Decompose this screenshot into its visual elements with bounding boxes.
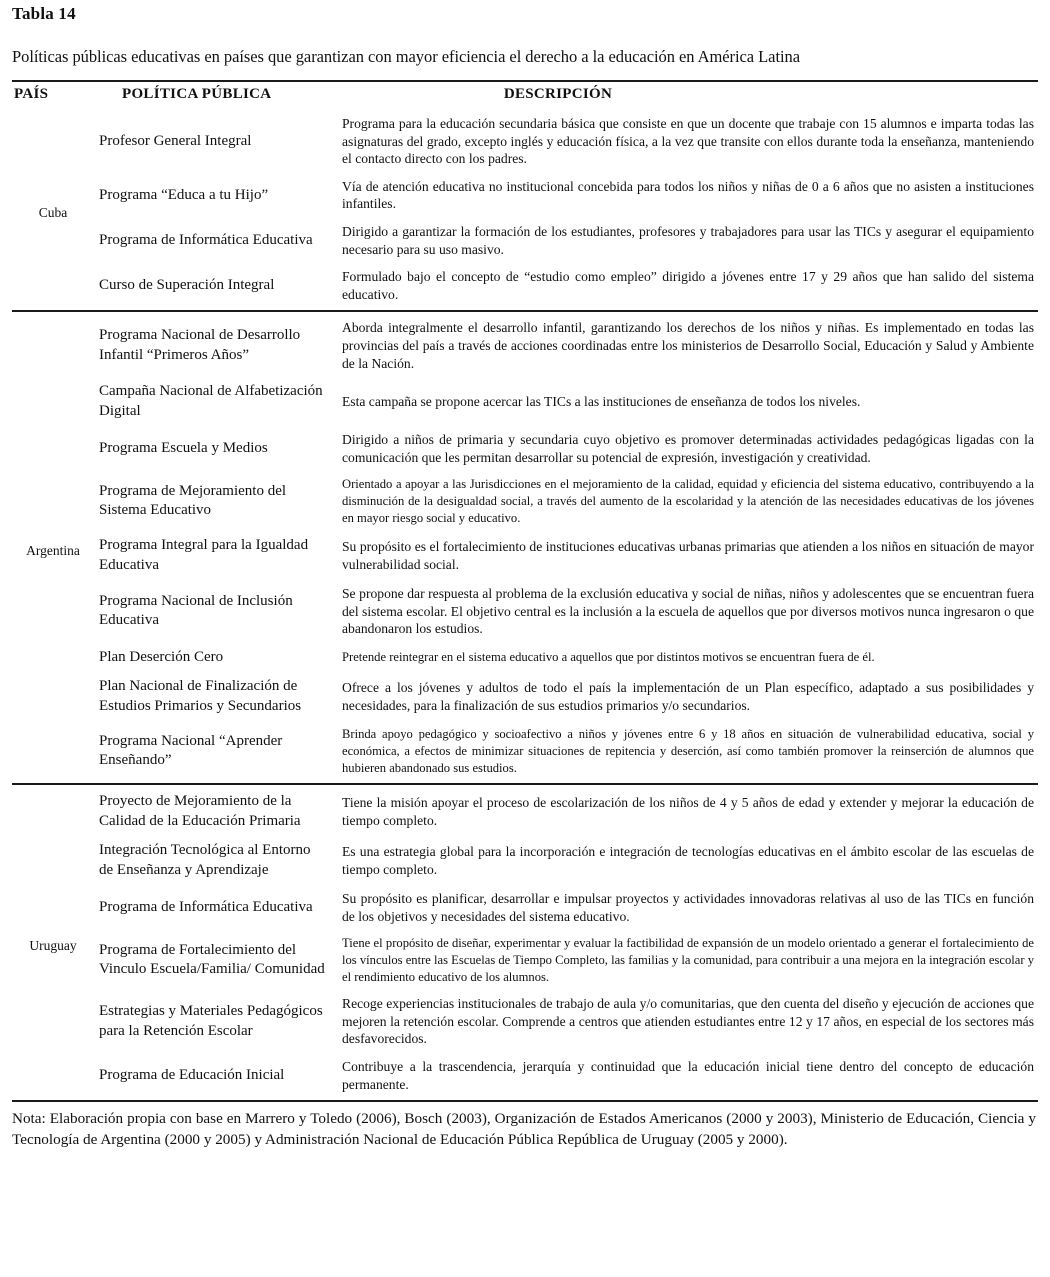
policy-name-cell: Plan Nacional de Finalización de Estudios Primarios y Secundarios xyxy=(99,678,302,714)
policy-description-cell: Esta campaña se propone acercar las TICs a las instituciones de enseñanza de todos los niveles. xyxy=(342,393,861,409)
table-row xyxy=(12,218,1038,263)
policy-description-cell: Aborda integralmente el desarrollo infantil, garantizando los derechos de los niños y niñas. Es implementado en todas las provincias del país a través de acciones coordinadas entre los ministerios de Desarrollo Social, Educación y Salud y Ambiente de la Nación. xyxy=(342,320,1034,371)
country-cell xyxy=(12,108,94,310)
table-number: Tabla 14 xyxy=(12,4,76,23)
column-header-policy: POLÍTICA PÚBLICA xyxy=(122,86,272,102)
policy-description-cell: Programa para la educación secundaria básica que consiste en que un docente que trabaje con 15 alumnos e imparta todas las asignaturas del grado, excepto inglés y educación física, a la vez que transite con ellos durante toda la enseñanza, manteniendo el contacto directo con los padres. xyxy=(342,116,1034,167)
country-label: Cuba xyxy=(38,204,68,220)
table-row xyxy=(12,173,1038,218)
table-row xyxy=(12,885,1038,930)
policy-description-cell: Orientado a apoyar a las Jurisdicciones en el mejoramiento de la calidad, equidad y eficiencia del sistema educativo, contribuyendo a la disminución de la desigualdad social, a través del aumento de la escolaridad y la atención de las necesidades educativas de los jóvenes en mayor riesgo social y educativo. xyxy=(342,477,1034,525)
policy-name-cell: Proyecto de Mejoramiento de la Calidad de la Educación Primaria xyxy=(99,793,301,829)
table-row xyxy=(12,785,1038,836)
table-row xyxy=(12,580,1038,643)
policy-name-cell: Programa Nacional de Inclusión Educativa xyxy=(99,592,293,629)
table-row xyxy=(12,377,1038,426)
table-row xyxy=(12,643,1038,673)
table-row xyxy=(12,108,1038,173)
policy-name-cell: Profesor General Integral xyxy=(99,132,252,149)
policy-name-cell: Programa de Fortalecimiento del Vinculo Escuela/Familia/ Comunidad xyxy=(99,941,325,978)
country-cell xyxy=(12,785,94,1100)
table-note: Nota: Elaboración propia con base en Marrero y Toledo (2006), Bosch (2003), Organización de Estados Americanos (2000 y 2003), Ministerio de Educación, Ciencia y Tecnología de Argentina (2000 y 2005) y Administración Nacional de Educación Pública República de Uruguay (2005 y 2000). xyxy=(12,1110,1036,1148)
table-row xyxy=(12,721,1038,783)
policy-name-cell: Programa “Educa a tu Hijo” xyxy=(99,186,269,203)
policy-description-cell: Se propone dar respuesta al problema de la exclusión educativa y social de niñas, niños y adolescentes que se encuentran fuera del sistema escolar. El objetivo central es la inclusión a la escuela de aquellos que por diversos motivos nunca ingresaron o que abandonaron los estudios. xyxy=(342,586,1034,637)
table-row xyxy=(12,426,1038,471)
table-row xyxy=(12,672,1038,721)
policy-description-cell: Recoge experiencias institucionales de trabajo de aula y/o comunitarias, que den cuenta del diseño y ejecución de acciones que mejoren la retención escolar. Comprende a centros que atienden estudiantes entre 12 y 17 años, en especial de los sectores más desfavorecidos. xyxy=(342,996,1034,1047)
policy-description-cell: Tiene el propósito de diseñar, experimentar y evaluar la factibilidad de expansión de un modelo orientado a generar el fortalecimiento de los vínculos entre las Escuelas de Tiempo Completo, las familias y la comunidad, para contribuir a una mejora en la integración escolar y el rendimiento educativo de los alumnos. xyxy=(342,936,1034,984)
policy-name-cell: Plan Deserción Cero xyxy=(99,648,224,665)
policy-description-cell: Su propósito es planificar, desarrollar e impulsar proyectos y actividades innovadoras relativas al uso de las TICs en función de los objetivos y necesidades del sistema educativo. xyxy=(342,891,1034,924)
policy-description-cell: Brinda apoyo pedagógico y socioafectivo a niños y jóvenes entre 6 y 18 años en situación de vulnerabilidad educativa, social y económica, a efectos de minimizar situaciones de repitencia y deserción, así como también promover la reinserción de alumnos que hubieren abandonado sus estudios. xyxy=(342,727,1034,775)
column-header-description: DESCRIPCIÓN xyxy=(503,86,613,102)
table-header-row xyxy=(12,82,1038,108)
policy-name-cell: Programa Integral para la Igualdad Educativa xyxy=(99,537,309,573)
policy-description-cell: Pretende reintegrar en el sistema educativo a aquellos que por distintos motivos se encuentran fuera de él. xyxy=(342,650,875,665)
table-row xyxy=(12,312,1038,377)
column-header-country: PAÍS xyxy=(14,86,49,102)
country-cell xyxy=(12,312,94,783)
policy-name-cell: Programa Nacional de Desarrollo Infantil “Primeros Años” xyxy=(99,327,301,363)
policy-name-cell: Programa de Informática Educativa xyxy=(99,231,313,248)
policy-description-cell: Dirigido a niños de primaria y secundaria cuyo objetivo es promover determinadas actividades pedagógicas ligadas con la comunicación que les permitan desarrollar su potencial de expresión, investigación y creatividad. xyxy=(342,432,1034,465)
policy-name-cell: Programa de Educación Inicial xyxy=(99,1066,285,1083)
policy-description-cell: Formulado bajo el concepto de “estudio como empleo” dirigido a jóvenes entre 17 y 29 años que han salido del sistema educativo. xyxy=(342,269,1034,302)
policy-name-cell: Curso de Superación Integral xyxy=(99,277,275,293)
policy-description-cell: Contribuye a la trascendencia, jerarquía y continuidad que la educación inicial tiene dentro del concepto de educación permanente. xyxy=(342,1058,1034,1092)
policy-name-cell: Campaña Nacional de Alfabetización Digital xyxy=(99,383,323,419)
policy-name-cell: Programa de Informática Educativa xyxy=(99,899,313,915)
table-row xyxy=(12,836,1038,885)
policy-description-cell: Vía de atención educativa no institucional concebida para todos los niños y niñas de 0 a 6 años que no asisten a instituciones infantiles. xyxy=(342,178,1034,212)
policy-name-cell: Integración Tecnológica al Entorno de Enseñanza y Aprendizaje xyxy=(99,842,311,878)
country-label: Uruguay xyxy=(29,938,77,954)
table-caption: Políticas públicas educativas en países que garantizan con mayor eficiencia el derecho a la educación en América Latina xyxy=(12,47,800,66)
table-row xyxy=(12,471,1038,531)
country-label: Argentina xyxy=(26,543,80,559)
table-row xyxy=(12,263,1038,310)
policy-description-cell: Tiene la misión apoyar el proceso de escolarización de los niños de 4 y 5 años de edad y extender y mejorar la educación de tiempo completo. xyxy=(342,795,1034,828)
table-row xyxy=(12,531,1038,580)
policy-description-cell: Ofrece a los jóvenes y adultos de todo el país la implementación de un Plan específico, adaptado a sus posibilidades y necesidades, para la finalización de sus estudios primarios y/o secundarios. xyxy=(342,680,1034,713)
table-row xyxy=(12,990,1038,1053)
table-header xyxy=(12,82,1038,108)
table-body xyxy=(12,108,1038,1100)
policy-description-cell: Es una estrategia global para la incorporación e integración de tecnologías educativas en el ámbito escolar de las escuelas de tiempo completo. xyxy=(342,844,1034,877)
table-row xyxy=(12,1053,1038,1100)
policy-name-cell: Programa Escuela y Medios xyxy=(99,439,268,456)
policy-name-cell: Programa Nacional “Aprender Enseñando” xyxy=(99,732,283,769)
policies-table xyxy=(12,82,1038,1100)
policy-description-cell: Dirigido a garantizar la formación de los estudiantes, profesores y trabajadores para usar las TICs y asegurar el equipamiento necesario para su uso masivo. xyxy=(342,223,1034,257)
table-row xyxy=(12,930,1038,990)
policy-name-cell: Estrategias y Materiales Pedagógicos para la Retención Escolar xyxy=(99,1003,323,1039)
policy-description-cell: Su propósito es el fortalecimiento de instituciones educativas urbanas primarias que atienden a los niños en situación de mayor vulnerabilidad social. xyxy=(342,539,1034,572)
policy-name-cell: Programa de Mejoramiento del Sistema Educativo xyxy=(99,482,287,519)
